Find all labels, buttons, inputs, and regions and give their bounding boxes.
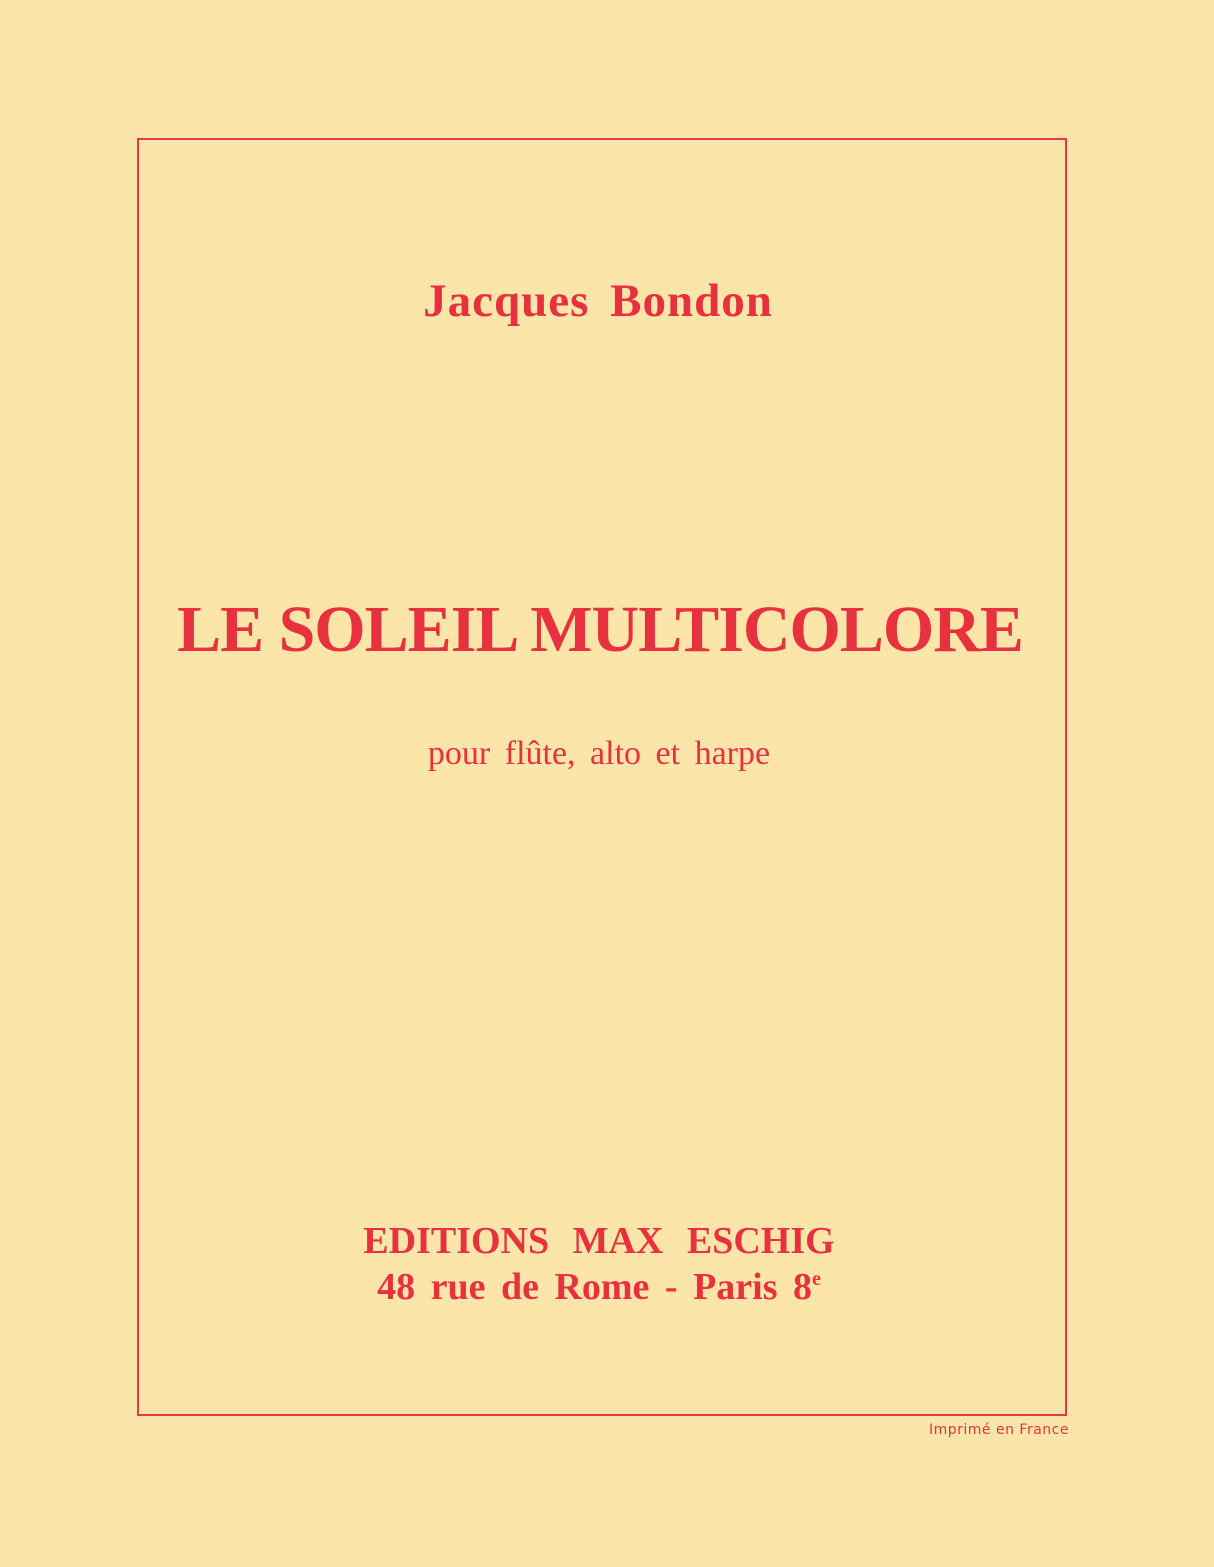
composer-name: Jacques Bondon (423, 275, 773, 327)
address-text: 48 rue de Rome - Paris 8 (377, 1266, 813, 1308)
printed-in-notice: Imprimé en France (929, 1422, 1069, 1438)
publisher-name: EDITIONS MAX ESCHIG (363, 1220, 835, 1262)
address-superscript: e (812, 1268, 821, 1290)
work-title: LE SOLEIL MULTICOLORE (177, 593, 1023, 666)
publisher-address (0, 1265, 1198, 1309)
instrumentation-subtitle: pour flûte, alto et harpe (427, 735, 771, 772)
